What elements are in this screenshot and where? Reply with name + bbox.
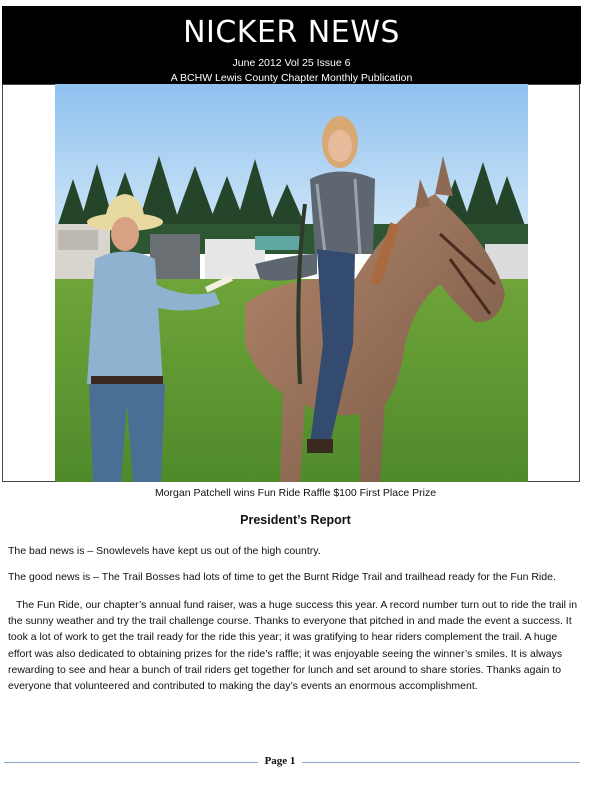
issue-info: June 2012 Vol 25 Issue 6 [232, 57, 351, 69]
footer-rule-left [4, 762, 258, 763]
report-paragraph: The Fun Ride, our chapter’s annual fund raiser, was a huge success this year. A record number turn out to ride the trail in the sunny weather and try the trail challenge course. Thanks to everyone that pitched in and made the event a success. It took a lot of work to get the trail ready for the ride this year; it was gratifying to hear riders complement the trail. A huge effort was also dedicated to obtaining prizes for the ride’s raffle; it was enjoyable seeing the winner’s smiles. It is always rewarding to see and hear a bunch of trail riders get together for lunch and set around to share stories. Thanks again to everyone that volunteered and contributed to making the day’s events an enormous accomplishment. [8, 599, 578, 693]
report-paragraph: The good news is – The Trail Bosses had lots of time to get the Burnt Ridge Trail and trailhead ready for the Fun Ride. [8, 571, 556, 583]
publication-subtitle: A BCHW Lewis County Chapter Monthly Publication [170, 72, 413, 84]
newsletter-title: NICKER NEWS [183, 15, 400, 50]
masthead-banner [2, 6, 581, 84]
photo-caption: Morgan Patchell wins Fun Ride Raffle $100 First Place Prize [154, 487, 437, 499]
report-heading: President’s Report [240, 513, 351, 527]
cover-photo [55, 84, 528, 482]
report-paragraph: The bad news is – Snowlevels have kept us out of the high country. [8, 545, 321, 557]
page-number: Page 1 [264, 755, 296, 767]
footer-rule-right [302, 762, 580, 763]
